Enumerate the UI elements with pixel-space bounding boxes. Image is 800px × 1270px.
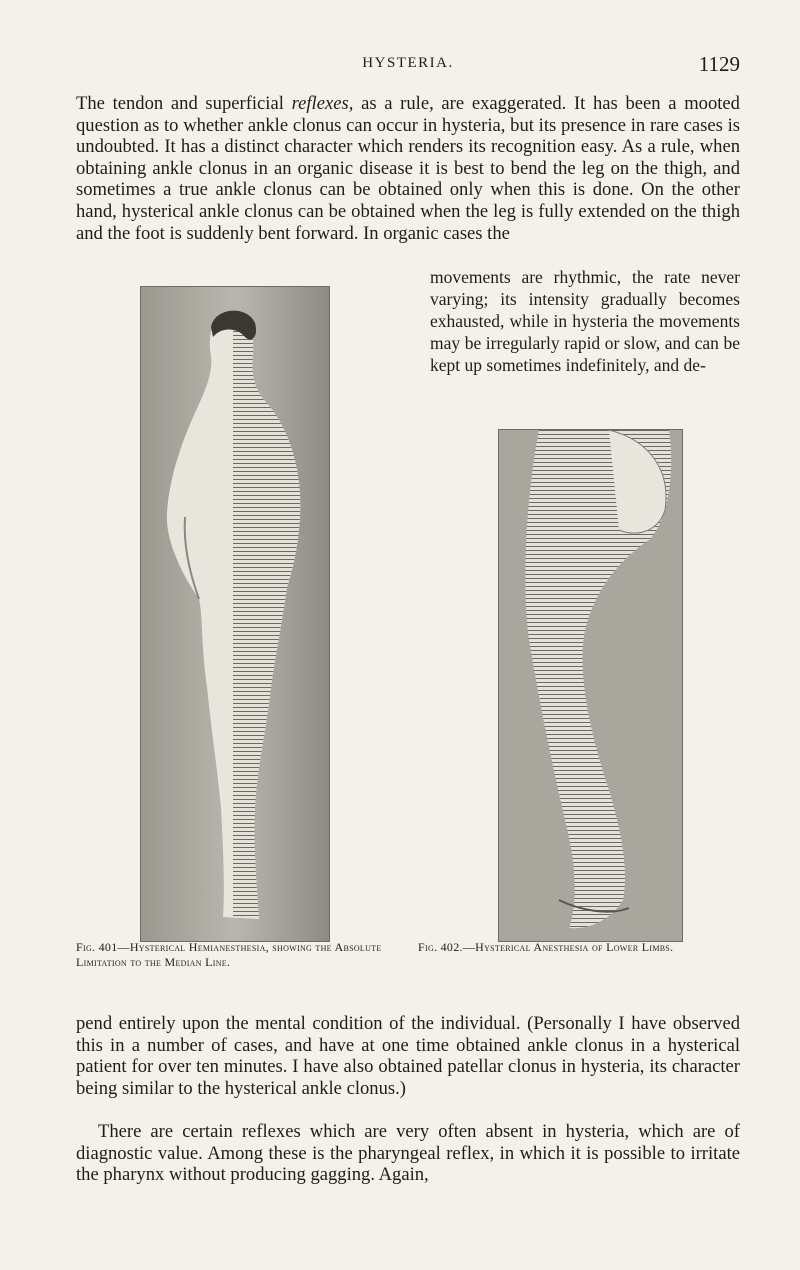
running-head: HYSTERIA.: [362, 55, 454, 71]
page-header: [76, 52, 740, 78]
paragraph-wrap: movements are rhythmic, the rate never varying; its intensity gradually becomes exhausted, while in hysteria the movements may be irregularly rapid or slow, and can be kept up sometimes indefinitely, and de-: [430, 267, 740, 375]
figure-402-caption: Fig. 402.—Hysterical Anesthesia of Lower Limbs.: [418, 940, 674, 954]
page-number: 1129: [698, 52, 740, 76]
p1-rest: as a rule, are exaggerated. It has been a mooted question as to whether ankle clonus can occur in hysteria, but its presence in rare cases is undoubted. It has a distinct character which renders its recognition easy. As a rule, when obtaining ankle clonus in an organic disease it is best to bend the leg on the thigh, and sometimes a true ankle clonus can be obtained only when this is done. On the other hand, hysterical ankle clonus can be obtained when the leg is fully extended on the thigh and the foot is suddenly bent forward. In organic cases the: [76, 93, 740, 244]
hemianesthesia-figure-image: [141, 287, 329, 941]
figure-401-photo: [140, 286, 330, 942]
p1-start: The tendon and superficial: [76, 93, 292, 114]
lower-limbs-figure-image: [499, 430, 682, 941]
paragraph-absent-reflexes: There are certain reflexes which are very often absent in hysteria, which are of diagnostic value. Among these is the pharyngeal reflex, in which it is possible to irritate the pharynx without producing gagging. Again,: [76, 1121, 740, 1186]
figure-402-photo: [498, 429, 683, 942]
p1-emphasis: reflexes,: [291, 93, 354, 114]
paragraph-mental-condition: pend entirely upon the mental condition of the individual. (Personally I have observed this in a number of cases, and have at one time obtained ankle clonus in a hysterical patient for over ten minutes. I have also obtained patellar clonus in hysteria, its character being similar to the hysterical ankle clonus.): [76, 1013, 740, 1099]
figure-401-caption: Fig. 401—Hysterical Hemianesthesia, showing the Absolute Limitation to the Median Line.: [76, 940, 382, 969]
paragraph-reflexes: [76, 93, 740, 244]
